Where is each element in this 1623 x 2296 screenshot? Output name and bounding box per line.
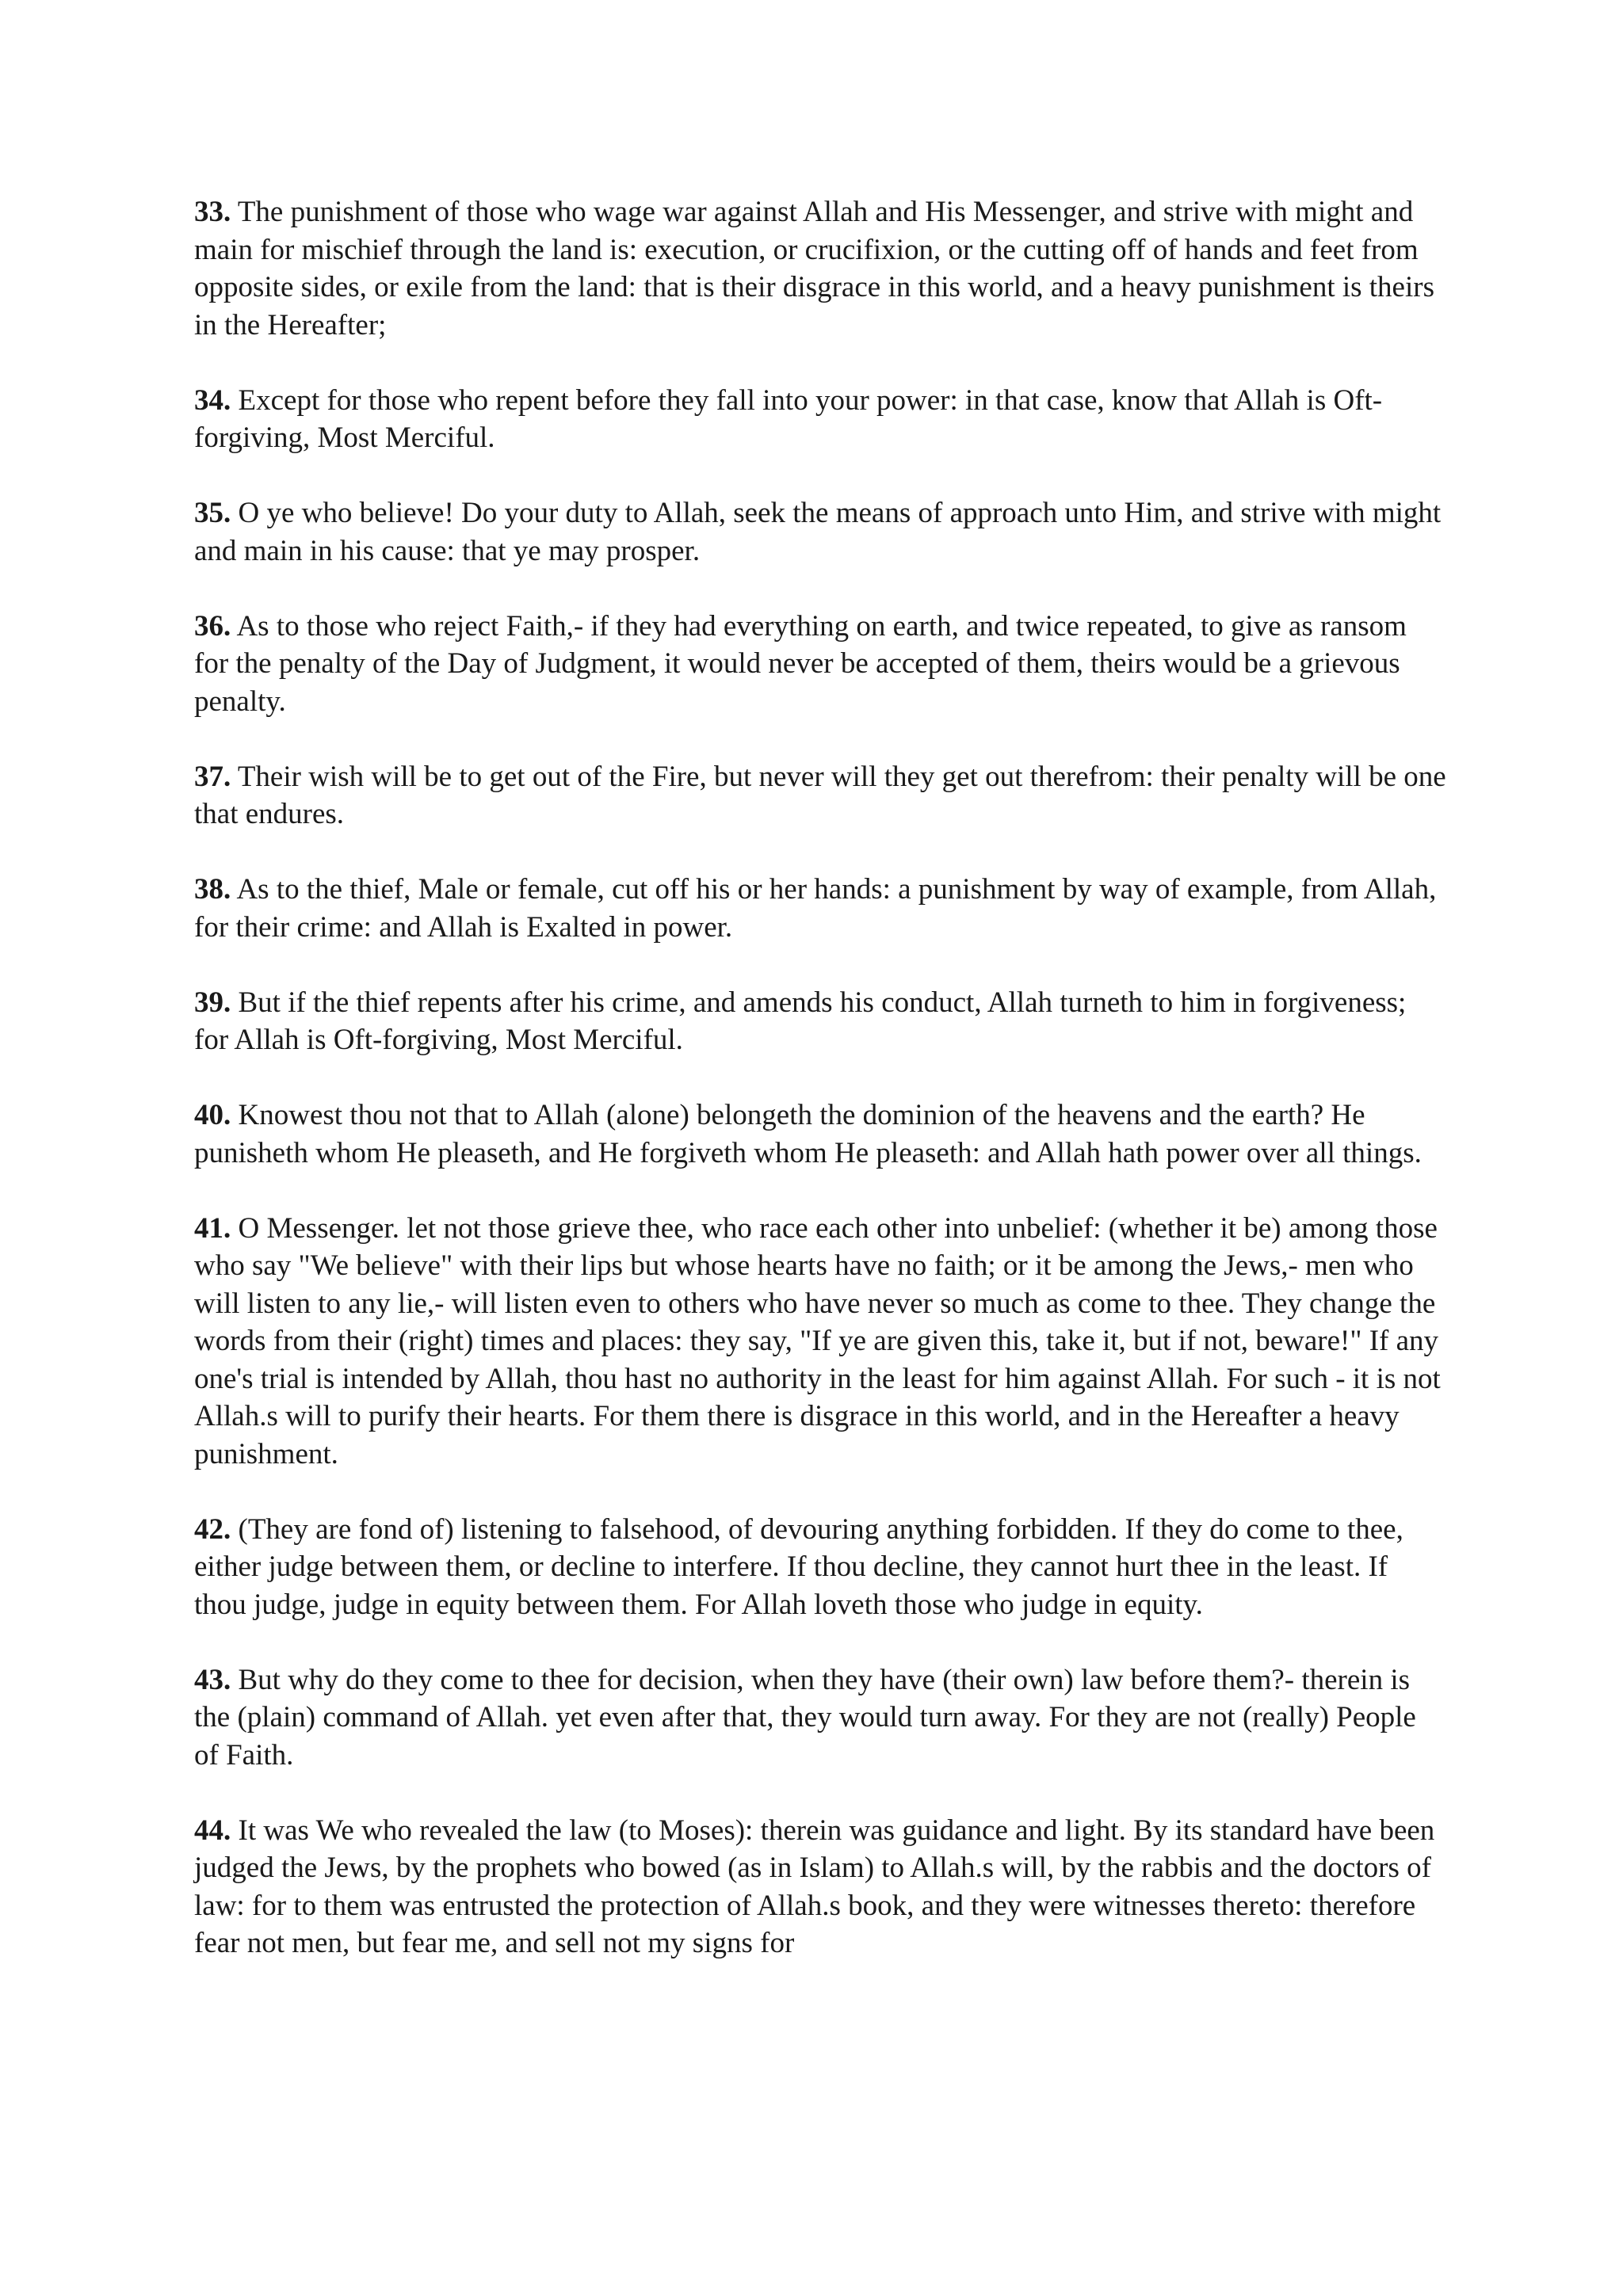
verse-number: 42. — [194, 1512, 231, 1546]
verse-text: Knowest thou not that to Allah (alone) belongeth the dominion of the heavens and the earth? He punisheth whom He pleaseth, and He forgiveth whom He pleaseth: and Allah hath power over all things. — [194, 1099, 1422, 1169]
verse-number: 36. — [194, 609, 231, 643]
verse-text: O Messenger. let not those grieve thee, who race each other into unbelief: (whether it be) among those who say "We believe" with their lips but whose hearts have no faith; or it be among the Jews,- men who will listen to any lie,- will listen even to others who have never so much as come to thee. They change the words from their (right) times and places: they say, "If ye are given this, take it, but if not, beware!" If any one's trial is intended by Allah, thou hast no authority in the least for him against Allah. For such - it is not Allah.s will to purify their hearts. For them there is disgrace in this world, and in the Hereafter a heavy punishment. — [194, 1211, 1441, 1470]
verse-35 — [194, 494, 1446, 570]
verse-33 — [194, 193, 1446, 344]
verse-number: 33. — [194, 196, 231, 228]
verse-42 — [194, 1511, 1446, 1624]
verse-number: 43. — [194, 1663, 231, 1696]
verse-41 — [194, 1210, 1446, 1474]
verse-number: 41. — [194, 1211, 231, 1245]
verse-43 — [194, 1661, 1446, 1775]
verse-text: Their wish will be to get out of the Fire, but never will they get out therefrom: their penalty will be one that endures. — [194, 760, 1446, 830]
verse-text: (They are fond of) listening to falsehood, of devouring anything forbidden. If they do come to thee, either judge between them, or decline to interfere. If thou decline, they cannot hurt thee in the least. If thou judge, judge in equity between them. For Allah loveth those who judge in equity. — [194, 1512, 1403, 1621]
verse-number: 37. — [194, 760, 231, 793]
verse-text: As to those who reject Faith,- if they had everything on earth, and twice repeated, to give as ransom for the penalty of the Day of Judgment, it would never be accepted of them, theirs would be a grievous penalty. — [194, 609, 1407, 718]
verse-text: O ye who believe! Do your duty to Allah, seek the means of approach unto Him, and strive with might and main in his cause: that ye may prosper. — [194, 497, 1442, 567]
verse-38 — [194, 871, 1446, 946]
verse-44 — [194, 1812, 1446, 1962]
verse-37 — [194, 758, 1446, 833]
verse-number: 44. — [194, 1814, 231, 1847]
verse-34 — [194, 382, 1446, 457]
verse-text: Except for those who repent before they fall into your power: in that case, know that Allah is Oft-forgiving, Most Merciful. — [194, 383, 1383, 454]
verse-number: 39. — [194, 986, 231, 1019]
verse-text: But if the thief repents after his crime, and amends his conduct, Allah turneth to him in forgiveness; for Allah is Oft-forgiving, Most Merciful. — [194, 986, 1407, 1056]
verse-39 — [194, 984, 1446, 1059]
verse-number: 34. — [194, 383, 231, 417]
verse-36 — [194, 608, 1446, 721]
verse-text: As to the thief, Male or female, cut off his or her hands: a punishment by way of example, from Allah, for their crime: and Allah is Exalted in power. — [194, 873, 1437, 944]
verse-text: The punishment of those who wage war against Allah and His Messenger, and strive with might and main for mischief through the land is: execution, or crucifixion, or the cutting off of hands and feet from opposite sides, or exile from the land: that is their disgrace in this world, and a heavy punishment is theirs in the Hereafter; — [194, 196, 1434, 341]
verse-number: 38. — [194, 873, 231, 906]
verse-40 — [194, 1097, 1446, 1172]
verse-text: But why do they come to thee for decision, when they have (their own) law before them?- therein is the (plain) command of Allah. yet even after that, they would turn away. For they are not (really) People of Faith. — [194, 1663, 1416, 1772]
verse-number: 40. — [194, 1099, 231, 1131]
verse-number: 35. — [194, 497, 231, 529]
document-page — [194, 193, 1446, 2000]
verse-text: It was We who revealed the law (to Moses): therein was guidance and light. By its standard have been judged the Jews, by the prophets who bowed (as in Islam) to Allah.s will, by the rabbis and the doctors of law: for to them was entrusted the protection of Allah.s book, and they were witnesses thereto: therefore fear not men, but fear me, and sell not my signs for — [194, 1814, 1435, 1959]
